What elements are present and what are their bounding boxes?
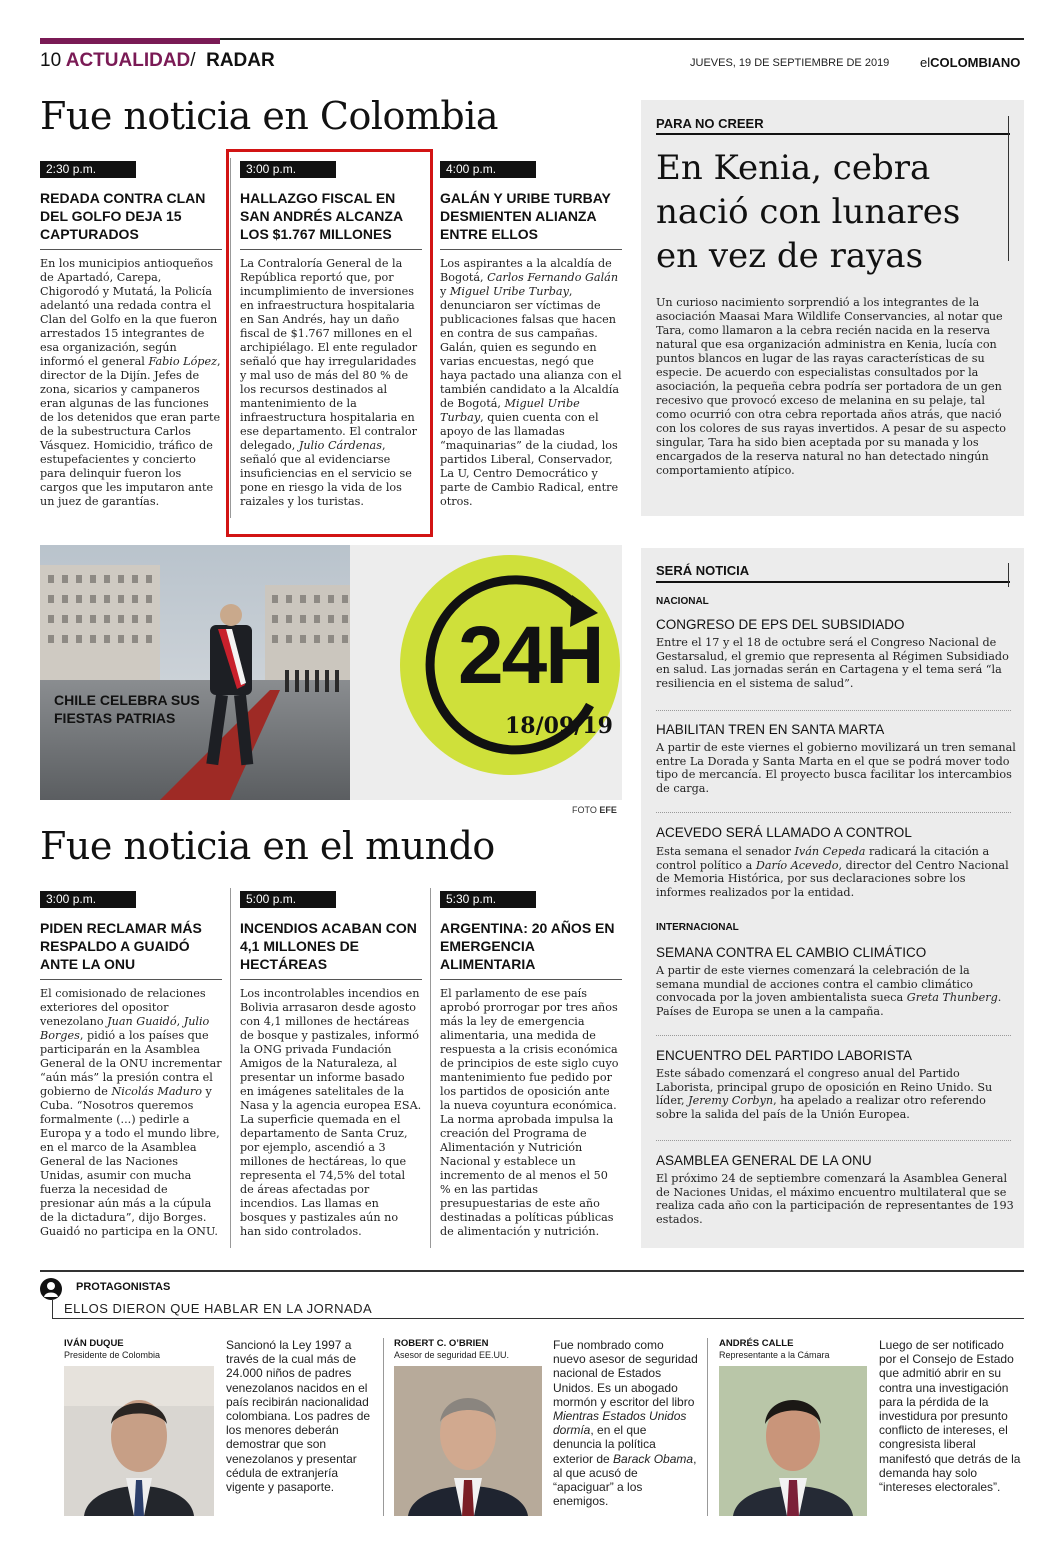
time-label: 4:00 p.m. bbox=[440, 161, 536, 178]
section-header bbox=[40, 50, 275, 74]
item-divider bbox=[656, 812, 1011, 813]
protagonistas-top-rule bbox=[40, 1270, 1024, 1272]
section-slash: / bbox=[190, 50, 196, 71]
issue-date: JUEVES, 19 DE SEPTIEMBRE DE 2019 bbox=[690, 57, 890, 69]
time-label: 5:00 p.m. bbox=[240, 891, 336, 908]
person-icon bbox=[40, 1278, 62, 1300]
sera-noticia-item-title: ACEVEDO SERÁ LLAMADO A CONTROL bbox=[656, 825, 912, 840]
para-no-creer-body: Un curioso nacimiento sorprendió a los integrantes de la asociación Maasai Mara Wildlife Conservancies, al notar que Tara, como llamaron a la cebra recién nacida en la reserva natural que esa organización administra en Kenia, lucía con puntos blancos en lugar de las rayas características de su especie. De acuerdo con especialistas consultados por la asociación, la pequeña cebra podría ser portadora de un gen recesivo que provocó exceso de melanina en su pelaje, tal como ocurrió con otra cebra reportada años atrás, que nació con los colores de sus rayas invertidos. A pesar de su aspecto singular, Tara ha sido bien aceptada por su manada y los encargados de la reserva natural no han detectado ningún comportamiento atípico. bbox=[656, 296, 1007, 477]
time-label: 2:30 p.m. bbox=[40, 161, 136, 178]
person-role: Presidente de Colombia bbox=[64, 1350, 161, 1360]
sera-noticia-item-body: Entre el 17 y el 18 de octubre será el Congreso Nacional de Gestarsalud, el gremio que representa al Régimen Subsidiado en salud. Las jornadas serán en Cartagena y el tema será “la resiliencia en el sistema de salud”. bbox=[656, 636, 1009, 690]
column-divider bbox=[383, 1338, 384, 1516]
person-role: Asesor de seguridad EE.UU. bbox=[394, 1350, 510, 1360]
protagonistas-rule bbox=[52, 1318, 1024, 1319]
person-name: IVÁN DUQUE bbox=[64, 1338, 124, 1349]
portrait-illustration bbox=[719, 1366, 867, 1516]
sera-noticia-item-title: CONGRESO DE EPS DEL SUBSIDIADO bbox=[656, 617, 905, 632]
colombia-column-3 bbox=[440, 158, 622, 509]
person-name: ROBERT C. O’BRIEN bbox=[394, 1338, 489, 1349]
item-divider bbox=[656, 710, 1011, 711]
mundo-column-2 bbox=[240, 888, 422, 1239]
sera-noticia-item-title: ENCUENTRO DEL PARTIDO LABORISTA bbox=[656, 1048, 913, 1063]
time-label: 3:00 p.m. bbox=[40, 891, 136, 908]
colombia-title: Fue noticia en Colombia bbox=[40, 94, 499, 138]
headline-rule bbox=[440, 249, 622, 250]
protagonistas-subtitle: ELLOS DIERON QUE HABLAR EN LA JORNADA bbox=[64, 1301, 373, 1316]
column-divider bbox=[230, 888, 231, 1248]
colombia-column-1 bbox=[40, 158, 222, 509]
person-description: Luego de ser notificado por el Consejo de Estado que admitió abrir en su contra una investigación para la pérdida de la investidura por presunto conflicto de intereses, el congresista liberal manifestó que detrás de la demanda hay solo “intereses electorales”. bbox=[879, 1338, 1021, 1495]
article-body: Los aspirantes a la alcaldía de Bogotá, Carlos Fernando Galán y Miguel Uribe Turbay, denunciaron ser víctimas de publicaciones falsas que hacen en contra de sus campañas. Galán, quien es segundo en varias encuestas, negó que haya pactado una alianza con el también candidato a la Alcaldía de Bogotá, Miguel Uribe Turbay, quien cuenta con el apoyo de las llamadas “maquinarias” de la ciudad, los partidos Liberal, Conservador, La U, Centro Democrático y parte de Cambio Radical, entre otros. bbox=[440, 257, 622, 508]
headline-rule bbox=[40, 249, 222, 250]
headline: HALLAZGO FISCAL EN SAN ANDRÉS ALCANZA LOS $1.767 MILLONES bbox=[240, 190, 403, 242]
sera-noticia-vline bbox=[1008, 563, 1009, 587]
para-no-creer-title: En Kenia, cebra nació con lunares en vez de rayas bbox=[656, 148, 961, 276]
highlight-box bbox=[226, 149, 433, 537]
sera-noticia-item-title: HABILITAN TREN EN SANTA MARTA bbox=[656, 722, 885, 737]
subsection-name: RADAR bbox=[206, 50, 275, 71]
article-body: Los incontrolables incendios en Bolivia arrasaron desde agosto con 4,1 millones de hectáreas de bosque y pastizales, informó la ONG privada Fundación Amigos de la Naturaleza, al presentar un informe basado en imágenes satelitales de la Nasa y la agencia europea ESA. La superficie quemada en el departamento de Santa Cruz, por ejemplo, ascendió a 3 millones de hectáreas, lo que representa el 74,5% del total de áreas afectadas por incendios. Las llamas en bosques y pastizales aún no han sido controlados. bbox=[240, 987, 422, 1238]
mundo-title: Fue noticia en el mundo bbox=[40, 824, 495, 868]
article-body: El comisionado de relaciones exteriores del opositor venezolano Juan Guaidó, Julio Borges, pidió a los países que participarán en la Asamblea General de la ONU incrementar “aún más” la presión contra el gobierno de Nicolás Maduro y Cuba. “Nosotros queremos formalmente (...) pedirle a Europa y a todo el mundo libre, en el marco de la Asamblea General de las Naciones Unidas, asumir con mucha fuerza la necesidad de presionar aún más a la cúpula de la dictadura”, dijo Borges. Guaidó no participa en la ONU. bbox=[40, 987, 222, 1238]
brand-prefix: el bbox=[920, 55, 931, 70]
sera-noticia-item-body: El próximo 24 de septiembre comenzará la Asamblea General de Naciones Unidas, el máximo encuentro multilateral que se realiza cada año con la participación de representantes de 193 estados. bbox=[656, 1172, 1014, 1226]
photo-credit bbox=[572, 805, 617, 815]
headline: ARGENTINA: 20 AÑOS EN EMERGENCIA ALIMENTARIA bbox=[440, 920, 615, 972]
sera-noticia-item-title: ASAMBLEA GENERAL DE LA ONU bbox=[656, 1153, 872, 1168]
para-no-creer-label: PARA NO CREER bbox=[656, 116, 764, 131]
person-photo bbox=[64, 1366, 214, 1516]
sera-noticia-item-title: SEMANA CONTRA EL CAMBIO CLIMÁTICO bbox=[656, 945, 927, 960]
article-body: En los municipios antioqueños de Apartadó, Carepa, Chigorodó y Mutatá, la Policía adelantó una redada contra el Clan del Golfo en la que fueron arrestados 15 integrantes de esa organización, según informó el general Fabio López, director de la Dijín. Jefes de zona, sicarios y campaneros eran algunas de las funciones de los detenidos que eran parte de la subestructura Carlos Vásquez. Homicidio, tráfico de estupefacientes y concierto para delinquir fueron los cargos que les imputaron ante un juez de garantías. bbox=[40, 257, 221, 508]
column-divider bbox=[430, 888, 431, 1248]
headline: GALÁN Y URIBE TURBAY DESMIENTEN ALIANZA ENTRE ELLOS bbox=[440, 190, 611, 242]
sera-noticia-item-body: Este sábado comenzará el congreso anual del Partido Laborista, principal grupo de oposición en Reino Unido. Su líder, Jeremy Corbyn, ha apelado a realizar otro referendo sobre la salida del país de la Unión Europea. bbox=[656, 1067, 993, 1121]
portrait-illustration bbox=[394, 1366, 542, 1516]
person-photo bbox=[394, 1366, 542, 1516]
newspaper-brand bbox=[920, 55, 1020, 70]
mundo-column-3 bbox=[440, 888, 622, 1239]
internacional-label: INTERNACIONAL bbox=[656, 922, 739, 933]
person-name: ANDRÉS CALLE bbox=[719, 1338, 794, 1349]
sera-noticia-rule bbox=[656, 581, 1010, 583]
item-divider bbox=[656, 1140, 1011, 1141]
photo-caption: CHILE CELEBRA SUS FIESTAS PATRIAS bbox=[54, 692, 200, 726]
item-divider bbox=[656, 1035, 1011, 1036]
portrait-illustration bbox=[64, 1366, 214, 1516]
person-icon-glyph bbox=[40, 1278, 62, 1300]
section-name: ACTUALIDAD bbox=[65, 50, 191, 71]
badge-date: 18/09/19 bbox=[505, 713, 613, 739]
person-photo bbox=[719, 1366, 867, 1516]
protagonistas-label: PROTAGONISTAS bbox=[76, 1281, 171, 1293]
brand-name: COLOMBIANO bbox=[930, 55, 1021, 70]
headline-rule bbox=[440, 979, 622, 980]
para-no-creer-vline bbox=[1008, 116, 1009, 261]
header-accent bbox=[40, 38, 220, 44]
protagonistas-vline bbox=[52, 1300, 53, 1318]
headline-rule bbox=[240, 979, 422, 980]
time-label: 3:00 p.m. bbox=[240, 161, 336, 178]
headline: INCENDIOS ACABAN CON 4,1 MILLONES DE HECTÁREAS bbox=[240, 920, 417, 972]
person-description: Sancionó la Ley 1997 a través de la cual más de 24.000 niños de padres venezolanos nacidos en el país recibirán nacionalidad colombiana. Los padres de los menores deberán demostrar que son venezolanos y presentar cédula de extranjería vigente y pasaporte. bbox=[226, 1338, 371, 1495]
headline: REDADA CONTRA CLAN DEL GOLFO DEJA 15 CAPTURADOS bbox=[40, 190, 206, 242]
time-label: 5:30 p.m. bbox=[440, 891, 536, 908]
photo-credit-agency: EFE bbox=[599, 805, 617, 815]
para-no-creer-rule bbox=[656, 133, 1010, 135]
sera-noticia-item-body: A partir de este viernes comenzará la celebración de la semana mundial de acciones contra el cambio climático convocada por la joven ambientalista sueca Greta Thunberg. Países de Europa se unen a la campaña. bbox=[656, 964, 1002, 1018]
sera-noticia-item-body: Esta semana el senador Iván Cepeda radicará la citación a control político a Darío Acevedo, director del Centro Nacional de Memoria Histórica, por sus declaraciones sobre los informes realizados por la entidad. bbox=[656, 845, 1009, 899]
column-divider bbox=[707, 1338, 708, 1516]
page-number: 10 bbox=[40, 50, 62, 71]
article-body: El parlamento de ese país aprobó prorrogar por tres años más la ley de emergencia alimentaria, una medida de respuesta a la crisis económica de principios de este siglo cuyo mantenimiento fue pedido por los partidos de oposición ante la nueva coyuntura económica. La norma aprobada impulsa la creación del Programa de Alimentación y Nutrición Nacional y establece un incremento de al menos el 50 % en las partidas presupuestarias de este año destinadas a políticas públicas de alimentación y nutrición. bbox=[440, 987, 619, 1238]
mundo-column-1 bbox=[40, 888, 222, 1239]
headline-rule bbox=[40, 979, 222, 980]
person-description: Fue nombrado como nuevo asesor de seguridad nacional de Estados Unidos. Es un abogado mormón y escritor del libro Mientras Estados Unidos dormía, en el que denuncia la política exterior de Barack Obama, al que acusó de “apaciguar” a los enemigos. bbox=[553, 1338, 698, 1509]
headline: PIDEN RECLAMAR MÁS RESPALDO A GUAIDÓ ANTE LA ONU bbox=[40, 920, 202, 972]
photo-credit-prefix: FOTO bbox=[572, 805, 597, 815]
sera-noticia-item-body: A partir de este viernes el gobierno movilizará un tren semanal entre La Dorada y Santa Marta en el que se podrá mover todo tipo de mercancía. El proyecto busca facilitar los intercambios de carga. bbox=[656, 741, 1016, 795]
person-role: Representante a la Cámara bbox=[719, 1350, 830, 1360]
article-body: La Contraloría General de la República reportó que, por incumplimiento de inversiones en infraestructura hospitalaria en San Andrés, hay un daño fiscal de $1.767 millones en el archipiélago. El ente regulador señaló que hay irregularidades y mal uso de más del 80 % de los recursos destinados al mantenimiento de la infraestructura hospitalaria en ese departamento. El contralor delegado, Julio Cárdenas, señaló que al evidenciarse insuficiencias en el servicio se pone en riesgo la vida de los raizales y los turistas. bbox=[240, 257, 418, 508]
nacional-label: NACIONAL bbox=[656, 596, 709, 607]
sera-noticia-label: SERÁ NOTICIA bbox=[656, 563, 750, 578]
chile-photo bbox=[40, 545, 622, 800]
badge-24h-text: 24H bbox=[458, 610, 603, 701]
